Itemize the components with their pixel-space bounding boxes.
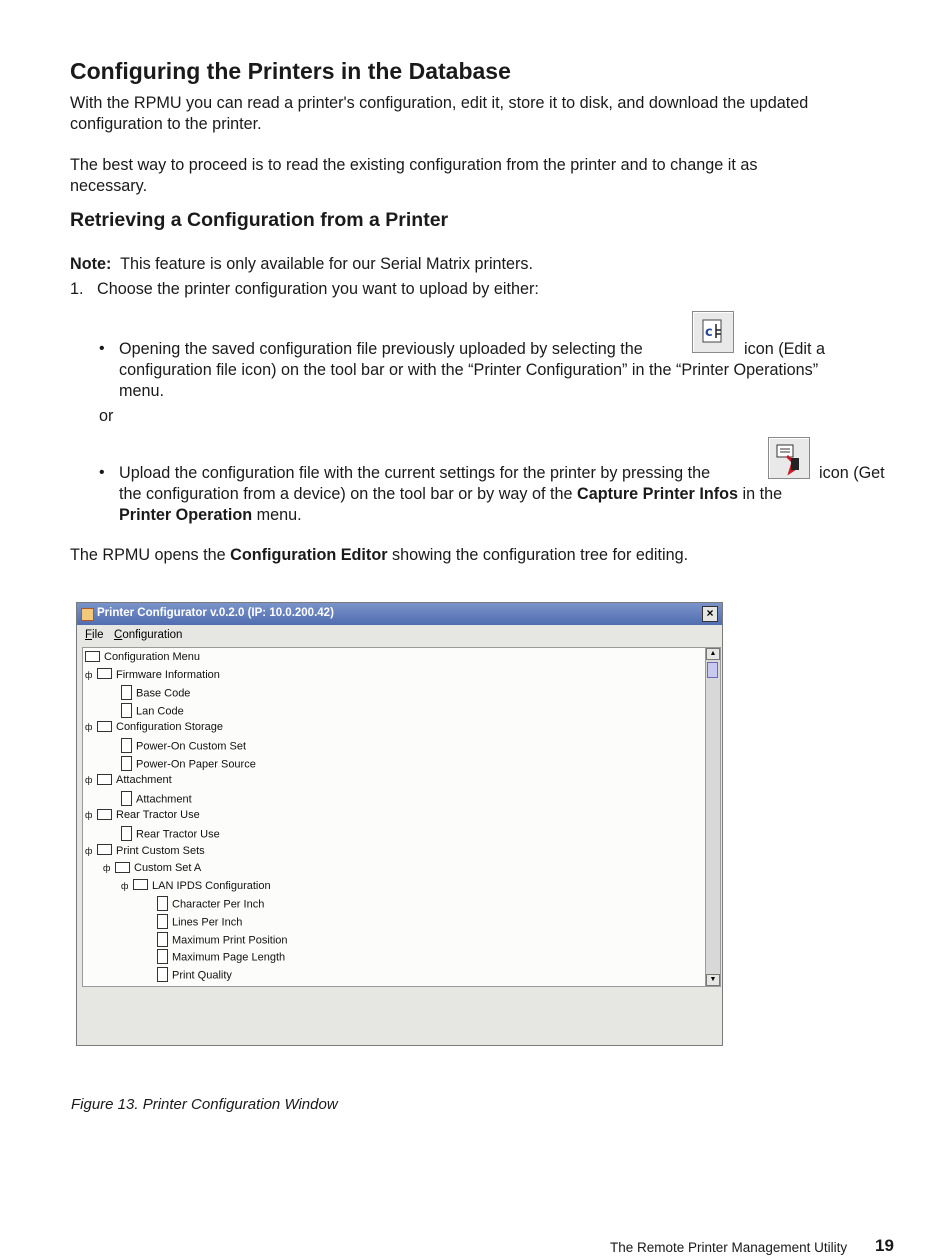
section-heading: Retrieving a Configuration from a Printer: [70, 209, 449, 231]
step-number: 1.: [70, 280, 84, 298]
note-label: Note:: [70, 255, 112, 273]
tree-folder-node[interactable]: [121, 880, 271, 897]
bullet1-line: configuration file icon) on the tool bar or with the “Printer Configuration” in the “Printer Operations”: [119, 361, 819, 379]
document-icon: [157, 949, 168, 964]
tree-leaf-node[interactable]: [121, 686, 190, 703]
window-title: Printer Configurator v.0.2.0 (IP: 10.0.200.42): [97, 607, 334, 619]
printer-configurator-window: [76, 602, 723, 1046]
note: [70, 254, 533, 275]
folder-icon: [97, 668, 112, 679]
folder-icon: [97, 809, 112, 820]
step-1: [70, 279, 539, 300]
expand-handle-icon[interactable]: ф: [85, 669, 93, 680]
document-icon: [121, 791, 132, 806]
tree-folder-node[interactable]: [85, 809, 200, 826]
tree-node-label: Rear Tractor Use: [116, 809, 200, 822]
intro-paragraph-line: necessary.: [70, 177, 148, 195]
folder-icon: [97, 844, 112, 855]
tree-node-label: Print Quality: [172, 969, 232, 982]
expand-handle-icon[interactable]: ф: [103, 863, 111, 874]
edit-config-file-icon: [692, 311, 734, 353]
tree-leaf-node[interactable]: [157, 933, 288, 950]
folder-icon: [85, 651, 100, 662]
tree-leaf-node[interactable]: [157, 950, 285, 967]
tree-node-label: Lines Per Inch: [172, 916, 243, 929]
intro-paragraph-line: The best way to proceed is to read the existing configuration from the printer and to change it as: [70, 156, 758, 174]
printer-operation-text: Printer Operation: [119, 506, 253, 524]
tree-node-label: Maximum Print Position: [172, 934, 288, 946]
window-titlebar: [77, 603, 722, 625]
folder-icon: [97, 721, 112, 732]
tree-leaf-node[interactable]: [157, 968, 232, 985]
note-text: This feature is only available for our Serial Matrix printers.: [120, 255, 534, 273]
close-button[interactable]: ×: [702, 606, 718, 622]
scroll-thumb[interactable]: [707, 662, 718, 678]
document-icon: [157, 967, 168, 982]
vertical-scrollbar[interactable]: [705, 647, 721, 987]
page-number: 19: [875, 1236, 894, 1255]
document-icon: [121, 685, 132, 700]
or-text: or: [99, 407, 114, 425]
intro-paragraph-line: With the RPMU you can read a printer's configuration, edit it, store it to disk, and download the updated: [70, 94, 809, 112]
tree-node-label: Print Custom Sets: [116, 844, 205, 857]
folder-icon: [133, 879, 148, 890]
tree-node-label: Maximum Page Length: [172, 951, 286, 964]
document-icon: [121, 703, 132, 718]
menu-file[interactable]: File: [85, 629, 104, 641]
tree-leaf-node[interactable]: [157, 897, 264, 914]
document-icon: [121, 738, 132, 753]
bullet1-line: icon (Edit a: [744, 340, 825, 358]
figure-caption: Figure 13. Printer Configuration Window: [71, 1096, 338, 1113]
tree-folder-node[interactable]: [103, 862, 201, 879]
bullet-dot: •: [99, 464, 105, 481]
tree-folder-node[interactable]: [85, 669, 220, 686]
bullet2-line: Printer Operation menu.: [119, 506, 302, 524]
tree-leaf-node[interactable]: [157, 915, 242, 932]
tree-folder-node[interactable]: [85, 774, 172, 791]
document-icon: [157, 932, 168, 947]
tree-node-label: Custom Set A: [134, 862, 202, 875]
capture-printer-infos-text: Capture Printer Infos: [577, 485, 739, 503]
scroll-down-button[interactable]: ▼: [706, 974, 720, 986]
tree-node-label: Firmware Information: [116, 668, 220, 681]
tree-node-label: LAN IPDS Configuration: [152, 879, 271, 892]
menu-configuration[interactable]: Configuration: [114, 629, 183, 641]
tree-folder-node[interactable]: [85, 721, 223, 738]
document-icon: [157, 914, 168, 929]
tree-node-label: Rear Tractor Use: [136, 828, 220, 841]
tree-node-label: Power-On Paper Source: [136, 758, 256, 770]
bullet2-line: the configuration from a device) on the tool bar or by way of the Capture Printer Infos in the: [119, 485, 783, 503]
bullet-dot: •: [99, 340, 105, 357]
tree-leaf-node[interactable]: [121, 792, 192, 809]
tree-node-label: Character Per Inch: [172, 898, 265, 911]
document-icon: [157, 896, 168, 911]
tree-leaf-node[interactable]: [121, 704, 184, 721]
tree-node-label: Base Code: [136, 687, 191, 700]
document-icon: [121, 756, 132, 771]
svg-text:c: c: [705, 325, 713, 340]
expand-handle-icon[interactable]: ф: [85, 775, 93, 786]
tree-leaf-node[interactable]: [121, 827, 220, 844]
expand-handle-icon[interactable]: ф: [85, 845, 93, 856]
intro-paragraph-line: configuration to the printer.: [70, 115, 262, 133]
tree-node-label: Configuration Menu: [104, 651, 201, 663]
folder-icon: [115, 862, 130, 873]
scroll-up-button[interactable]: ▲: [706, 648, 720, 660]
menubar: [77, 625, 722, 645]
tree-node-label: Attachment: [136, 793, 192, 806]
expand-handle-icon[interactable]: ф: [121, 880, 129, 891]
bullet2-line: Upload the configuration file with the current settings for the printer by pressing the: [119, 464, 711, 482]
bullet1-line: Opening the saved configuration file previously uploaded by selecting the: [119, 340, 643, 358]
page-title: Configuring the Printers in the Database: [70, 58, 511, 84]
expand-handle-icon[interactable]: ф: [85, 722, 93, 733]
configuration-tree[interactable]: [82, 647, 707, 987]
tree-folder-node[interactable]: [85, 845, 205, 862]
tree-folder-node[interactable]: [85, 651, 200, 668]
folder-icon: [97, 774, 112, 785]
bullet2-line: icon (Get: [819, 464, 885, 482]
bullet1-line: menu.: [119, 382, 164, 400]
java-app-icon: [81, 608, 94, 621]
configuration-editor-text: Configuration Editor: [230, 546, 388, 564]
step-text: Choose the printer configuration you want to upload by either:: [97, 280, 539, 298]
footer-title: The Remote Printer Management Utility: [610, 1240, 848, 1255]
tree-node-label: Attachment: [116, 774, 172, 787]
tree-leaf-node[interactable]: [121, 739, 246, 756]
get-config-from-device-icon: [768, 437, 810, 479]
tree-node-label: Configuration Storage: [116, 721, 224, 734]
tree-node-label: Lan Code: [136, 705, 184, 718]
document-icon: [121, 826, 132, 841]
tree-node-label: Power-On Custom Set: [136, 740, 247, 753]
result-paragraph: The RPMU opens the Configuration Editor showing the configuration tree for editing.: [70, 546, 689, 564]
tree-leaf-node[interactable]: [121, 757, 256, 774]
expand-handle-icon[interactable]: ф: [85, 810, 93, 821]
